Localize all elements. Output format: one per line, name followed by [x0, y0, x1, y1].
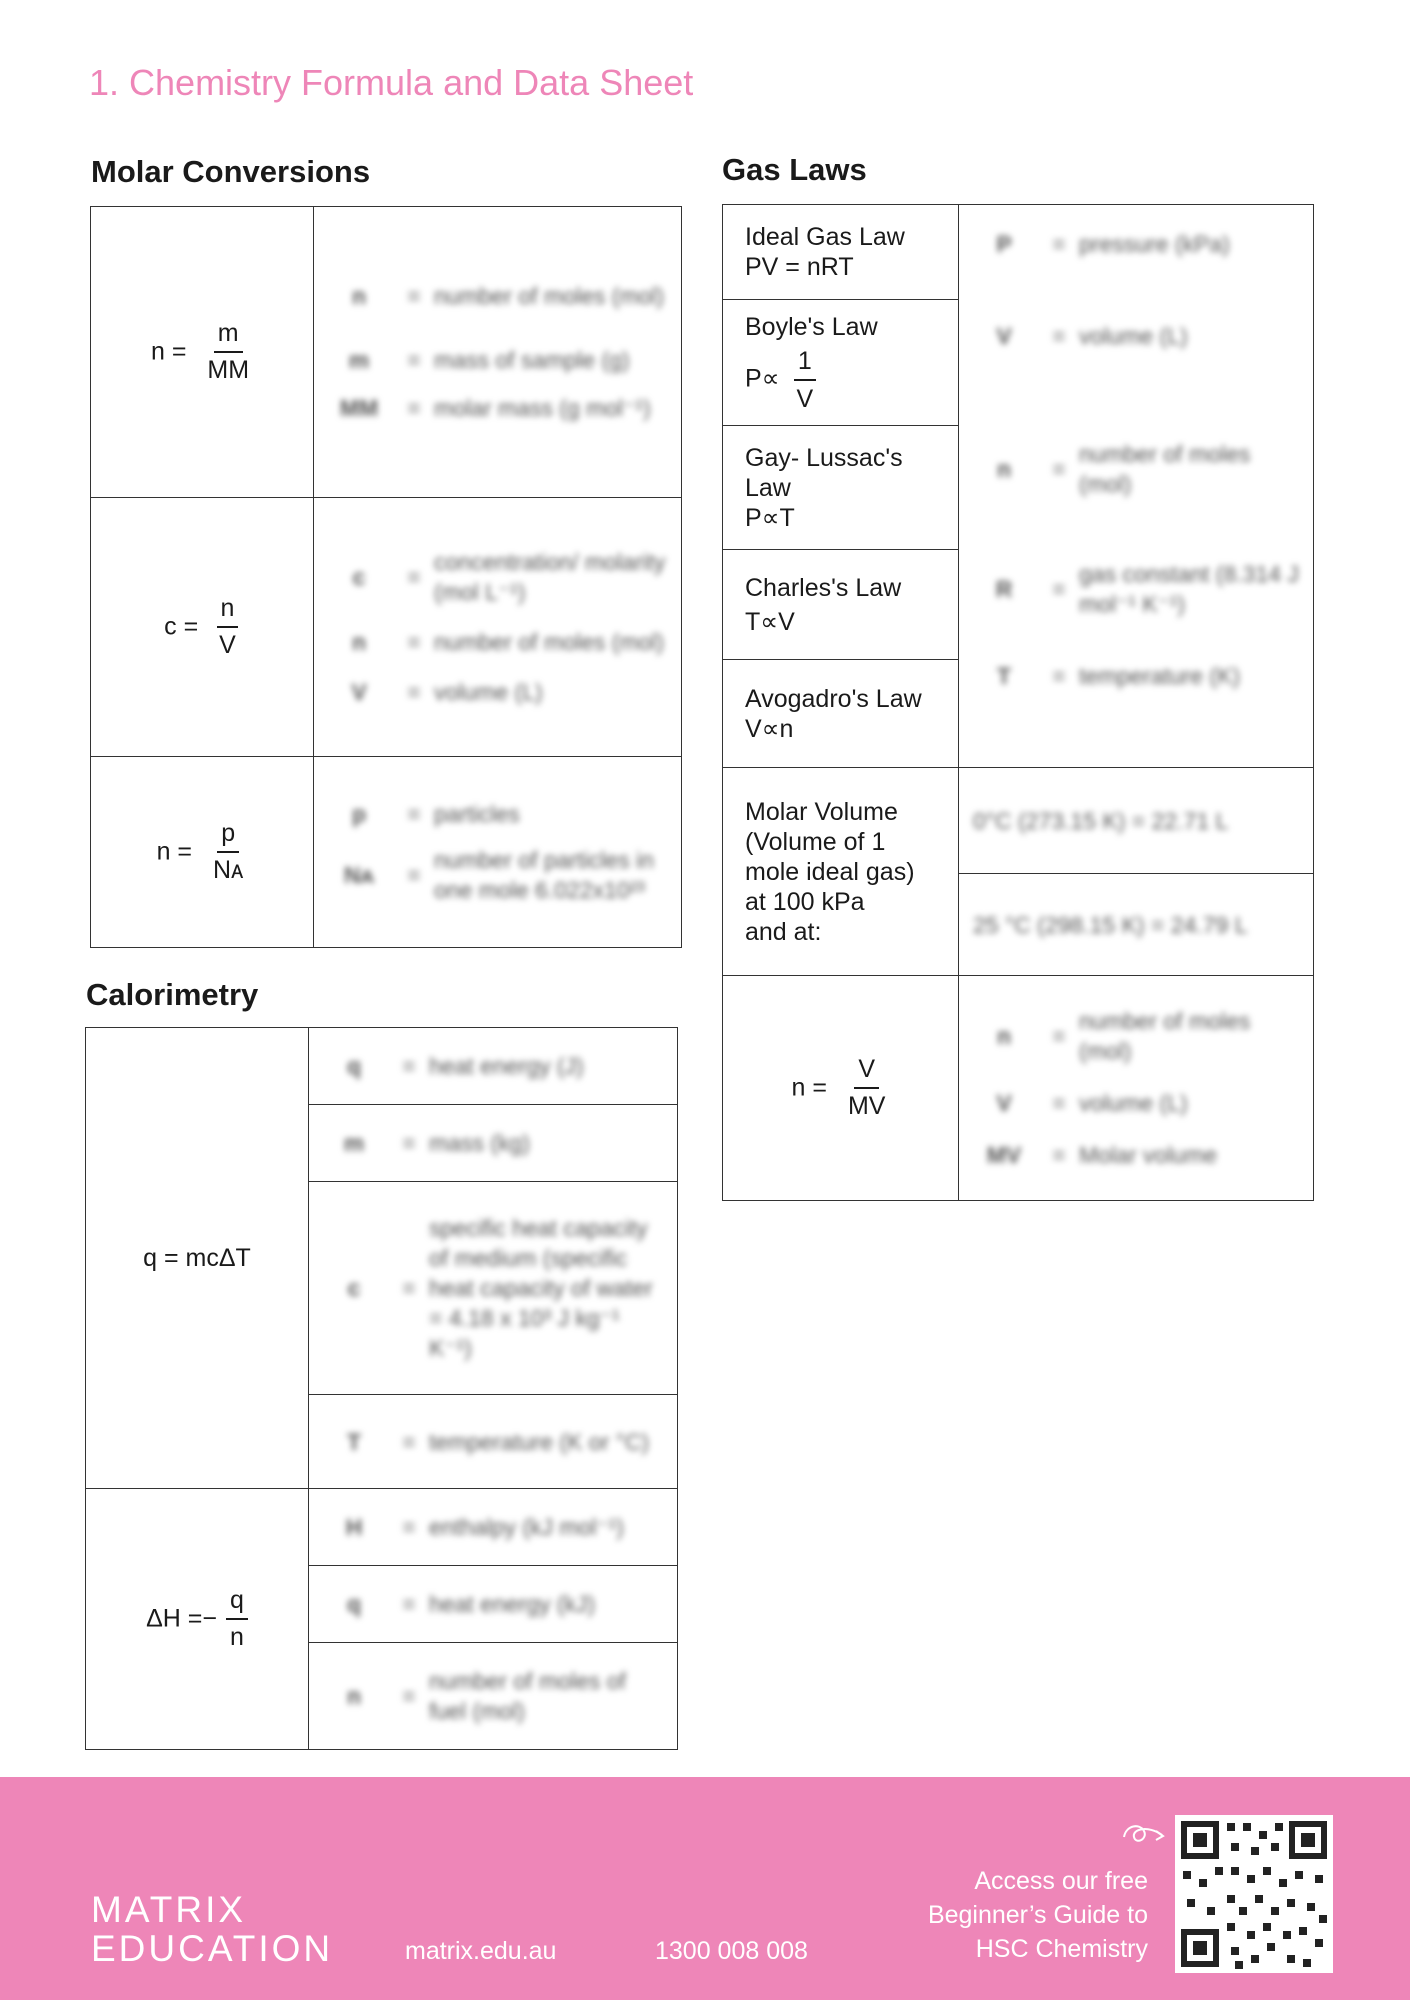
variables-cell: [314, 757, 682, 948]
variable-row: MM = molar mass (g mol⁻¹): [339, 395, 651, 421]
variable-row: m = mass of sample (g): [348, 347, 630, 373]
website-link[interactable]: matrix.edu.au: [405, 1937, 557, 1965]
variables-cell: [314, 207, 682, 498]
variable-row: n = number of moles of fuel (mol): [309, 1643, 678, 1750]
page-title: 1. Chemistry Formula and Data Sheet: [89, 62, 694, 103]
formula-moles-from-molar-volume: n = $\frac{V}{MV}$: [723, 976, 959, 1201]
formula-enthalpy: ΔH =− $\frac{q}{n}$: [86, 1489, 309, 1750]
qr-code[interactable]: [1175, 1815, 1333, 1973]
promo-text: Access our free Beginner’s Guide to HSC Chemistry: [927, 1867, 1148, 1963]
variable-row: V = volume (L): [996, 323, 1188, 349]
variable-row: n = number of moles (mol): [351, 629, 665, 655]
variable-row: P = pressure (kPa): [996, 231, 1230, 257]
calorimetry-table: [85, 1027, 678, 1750]
variable-row: R = gas constant (8.314 J mol⁻¹ K⁻¹): [995, 561, 1299, 617]
variable-row: T = temperature (K or °C): [309, 1395, 678, 1489]
formula-concentration: c = $\frac{n}{V}$: [91, 498, 314, 757]
boyles-law: Boyle's Law P∝ $\frac{1}{V}$: [723, 300, 959, 426]
formula-moles-from-particles: n = $\frac{p}{\text{Nᴀ}}$: [91, 757, 314, 948]
gas-law-variables: [959, 205, 1314, 768]
qr-code-icon: [1175, 1815, 1333, 1973]
variable-row: p = particles: [351, 801, 520, 827]
logo-wordmark-matrix: MATRIX: [91, 1889, 247, 1930]
ideal-gas-law: Ideal Gas Law PV = nRT: [723, 205, 959, 300]
curved-arrow-icon: [1118, 1817, 1170, 1851]
variable-row: H = enthalpy (kJ mol⁻¹): [309, 1489, 678, 1566]
phone-number[interactable]: 1300 008 008: [655, 1937, 808, 1965]
gay-lussacs-law: Gay- Lussac's Law P∝T: [723, 426, 959, 550]
molar-conversions-table: [90, 206, 682, 948]
variables-cell: [314, 498, 682, 757]
variable-row: n = number of moles (mol): [351, 283, 665, 309]
charless-law: Charles's Law T∝V: [723, 550, 959, 660]
gas-laws-table: [722, 204, 1314, 1201]
variable-row: T = temperature (K): [996, 663, 1241, 689]
variable-row: MV = Molar volume: [986, 1142, 1218, 1168]
logo-wordmark-education: EDUCATION: [91, 1928, 334, 1969]
variable-row: n = number of moles (mol): [996, 1008, 1251, 1064]
molar-volume-condition: 25 °C (298.15 K) = 24.79 L: [959, 874, 1314, 976]
footer-banner: [0, 1777, 1410, 2000]
variable-row: n = number of moles (mol): [996, 441, 1251, 497]
variable-row: c = specific heat capacity of medium (specific heat capacity of water = 4.18 x 10³ J kg⁻¹ K⁻¹): [309, 1182, 678, 1395]
variable-row: V = volume (L): [996, 1090, 1188, 1116]
variable-row: Nᴀ = number of particles in one mole 6.022x10²³: [343, 847, 654, 903]
variable-row: m = mass (kg): [309, 1105, 678, 1182]
molar-conversions-heading: Molar Conversions: [91, 154, 371, 189]
variable-row: V = volume (L): [351, 679, 543, 705]
variables-cell: [959, 976, 1314, 1201]
gas-laws-heading: Gas Laws: [722, 152, 867, 187]
molar-volume-label: Molar Volume (Volume of 1 mole ideal gas) at 100 kPa and at:: [723, 768, 959, 976]
variable-row: c = concentration/ molarity (mol L⁻¹): [352, 549, 666, 605]
formula-moles-from-mass: n = $\frac{m}{MM}$: [91, 207, 314, 498]
avogadros-law: Avogadro's Law V∝n: [723, 660, 959, 768]
variable-row: q = heat energy (kJ): [309, 1566, 678, 1643]
calorimetry-heading: Calorimetry: [86, 977, 259, 1012]
molar-volume-condition: 0°C (273.15 K) = 22.71 L: [959, 768, 1314, 874]
variable-row: q = heat energy (J): [309, 1028, 678, 1105]
formula-heat-energy: q = mcΔT: [86, 1028, 309, 1489]
